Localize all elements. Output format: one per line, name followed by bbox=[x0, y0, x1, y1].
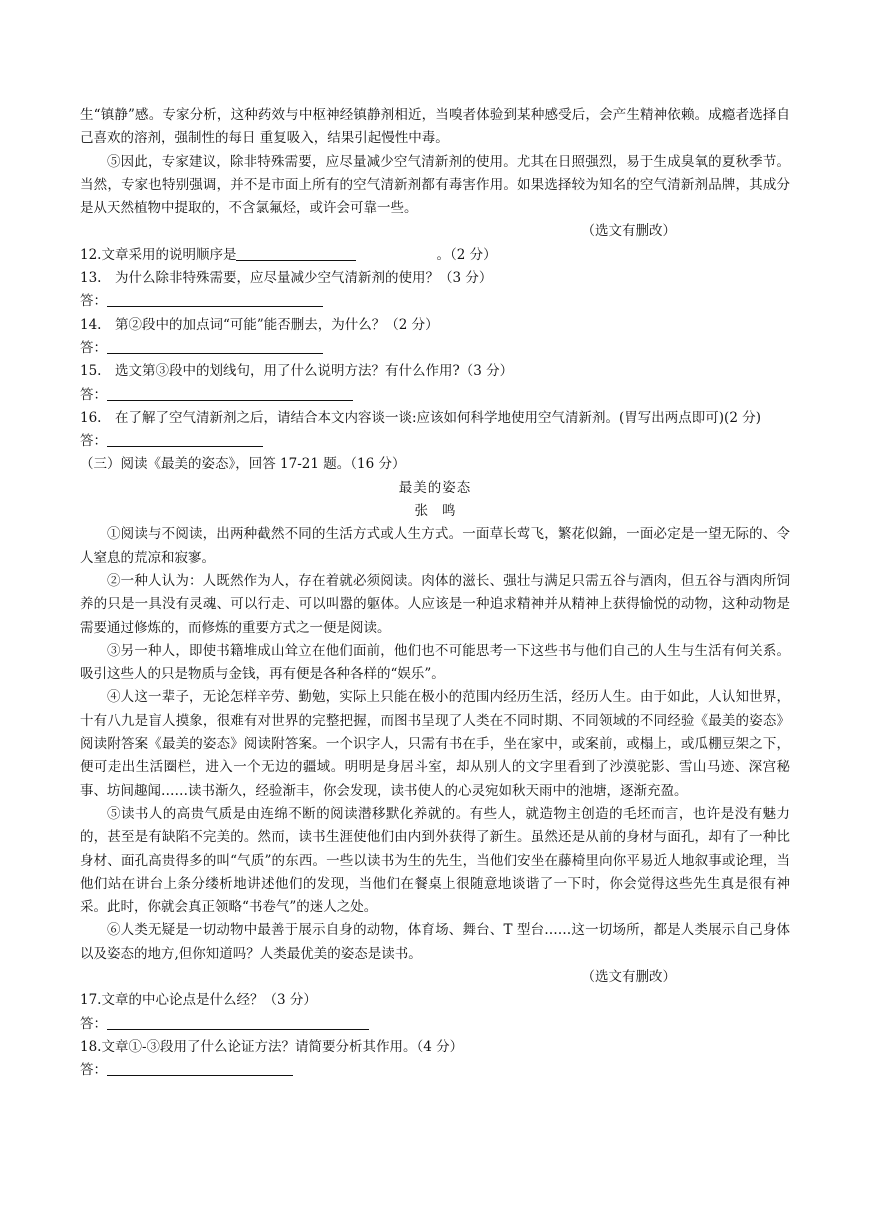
question-15: 15. 选文第③段中的划线句，用了什么说明方法？有什么作用?（3 分） bbox=[80, 363, 514, 380]
question-18: 18.文章①-③段用了什么论证方法？请简要分析其作用。（4 分） bbox=[80, 1038, 464, 1055]
section-3-heading: （三）阅读《最美的姿态》，回答 17-21 题。（16 分） bbox=[80, 456, 406, 473]
answer-blank-16[interactable] bbox=[107, 432, 263, 447]
article-paragraph-2: ②一种人认为：人既然作为人，存在着就必须阅读。肉体的滋长、强壮与满足只需五谷与酒肉，但五谷与酒肉所饲养的只是一具没有灵魂、可以行走、可以叫嚣的躯体。人应该是一种追求精神并从精神上获得愉悦的动物，这种动物是需要通过修炼的，而修炼的重要方式之一便是阅读。 bbox=[80, 572, 790, 636]
question-12-score: 。（2 分） bbox=[436, 246, 497, 263]
article-author: 张鸣 bbox=[414, 503, 470, 520]
answer-blank-15[interactable] bbox=[107, 386, 353, 401]
question-17: 17.文章的中心论点是什么经？（3 分） bbox=[80, 992, 317, 1009]
answer-label: 答： bbox=[80, 433, 107, 450]
answer-blank-13[interactable] bbox=[107, 292, 323, 307]
article-paragraph-6: ⑥人类无疑是一切动物中最善于展示自身的动物，体育场、舞台、T 型台……这一切场所，都是人类展示自己身体以及姿态的地方,但你知道吗？人类最优美的姿态是读书。 bbox=[80, 922, 790, 962]
article-title: 最美的姿态 bbox=[398, 479, 472, 496]
article-source-note: （选文有删改） bbox=[581, 968, 676, 985]
question-12 bbox=[80, 244, 790, 267]
question-12-text: 12.文章采用的说明顺序是 bbox=[80, 246, 237, 263]
answer-row-16 bbox=[80, 430, 790, 453]
answer-label: 答： bbox=[80, 293, 107, 310]
answer-blank-17[interactable] bbox=[107, 1015, 369, 1030]
answer-label: 答： bbox=[80, 339, 107, 356]
answer-label: 答： bbox=[80, 1062, 107, 1079]
answer-blank-18[interactable] bbox=[107, 1061, 293, 1076]
document-page bbox=[80, 104, 790, 1082]
answer-row-14 bbox=[80, 337, 790, 360]
answer-row-15 bbox=[80, 384, 790, 407]
answer-label: 答： bbox=[80, 386, 107, 403]
article-author-row bbox=[80, 500, 790, 523]
question-16: 16. 在了解了空气清新剂之后，请结合本文内容谈一谈:应该如何科学地使用空气清新剂。(胃写出两点即可)(2 分) bbox=[80, 409, 761, 426]
question-14: 14. 第②段中的加点词“可能”能否删去，为什么？（2 分） bbox=[80, 316, 439, 333]
article-paragraph-1: ①阅读与不阅读，出两种截然不同的生活方式或人生方式。一面草长莺飞，繁花似錦，一面必定是一望无际的、令人窒息的荒凉和寂寥。 bbox=[80, 526, 790, 566]
article-paragraph-5: ⑤读书人的高贵气质是由连绵不断的阅读潜移默化养就的。有些人，就造物主创造的毛坯而言，也许是没有魅力的，甚至是有缺陷不完美的。然而，读书生涯使他们由内到外获得了新生。虽然还是从前的身材与面孔，却有了一种比身材、面孔高贵得多的叫“气质”的东西。一些以读书为生的先生，当他们安坐在藤椅里向你平易近人地叙事或论理，当他们站在讲台上条分缕析地讲述他们的发现，当他们在餐桌上很随意地谈谐了一下时，你会觉得这些先生真是很有神采。此时，你就会真正领略“书卷气”的迷人之处。 bbox=[80, 805, 790, 916]
article-paragraph-4: ④人这一辈子，无论怎样辛劳、勤勉，实际上只能在极小的范围内经历生活，经历人生。由于如此，人认知世界，十有八九是盲人摸象，很难有对世界的完整把握，而图书呈现了人类在不同时期、不同领域的不同经验《最美的姿态》阅读附答案《最美的姿态》阅读附答案。一个识字人，只需有书在手，坐在家中，或案前，或榻上，或瓜棚豆架之下，便可走出生活圈栏，进入一个无边的疆域。明明是身居斗室，却从别人的文字里看到了沙漠驼影、雪山马迹、深宫秘事、坊间趣闻……读书渐久，经验渐丰，你会发现，读书使人的心灵宛如秋天雨中的池塘，逐渐充盈。 bbox=[80, 689, 790, 799]
passage1-paragraph-5: ⑤因此，专家建议，除非特殊需要，应尽量减少空气清新剂的使用。尤其在日照强烈，易于生成臭氧的夏秋季节。当然，专家也特别强调，并不是市面上所有的空气清新剂都有毒害作用。如果选择较为知名的空气清新剂品牌，其成分是从天然植物中提取的，不含氯氟烃，或许会可靠一些。 bbox=[80, 153, 790, 217]
answer-label: 答： bbox=[80, 1015, 107, 1032]
question-13: 13. 为什么除非特殊需要，应尽量减少空气清新剂的使用？（3 分） bbox=[80, 270, 493, 287]
passage1-source-note: （选文有删改） bbox=[581, 223, 676, 240]
answer-row-17 bbox=[80, 1013, 790, 1036]
answer-blank-12[interactable] bbox=[236, 246, 356, 261]
article-paragraph-3: ③另一种人，即使书籍堆成山耸立在他们面前，他们也不可能思考一下这些书与他们自己的人生与生活有何关系。吸引这些人的只是物质与金钱，再有便是各种各样的“娱乐”。 bbox=[80, 642, 790, 683]
answer-row-18 bbox=[80, 1059, 790, 1082]
answer-row-13 bbox=[80, 290, 790, 313]
passage1-paragraph-continued: 生“镇静”感。专家分析，这种药效与中枢神经镇静剂相近，当嗅者体验到某种感受后，会产生精神依赖。成瘾者选择自己喜欢的溶剂，强制性的每日 重复吸入，结果引起慢性中毒。 bbox=[80, 107, 790, 147]
answer-blank-14[interactable] bbox=[107, 339, 323, 354]
